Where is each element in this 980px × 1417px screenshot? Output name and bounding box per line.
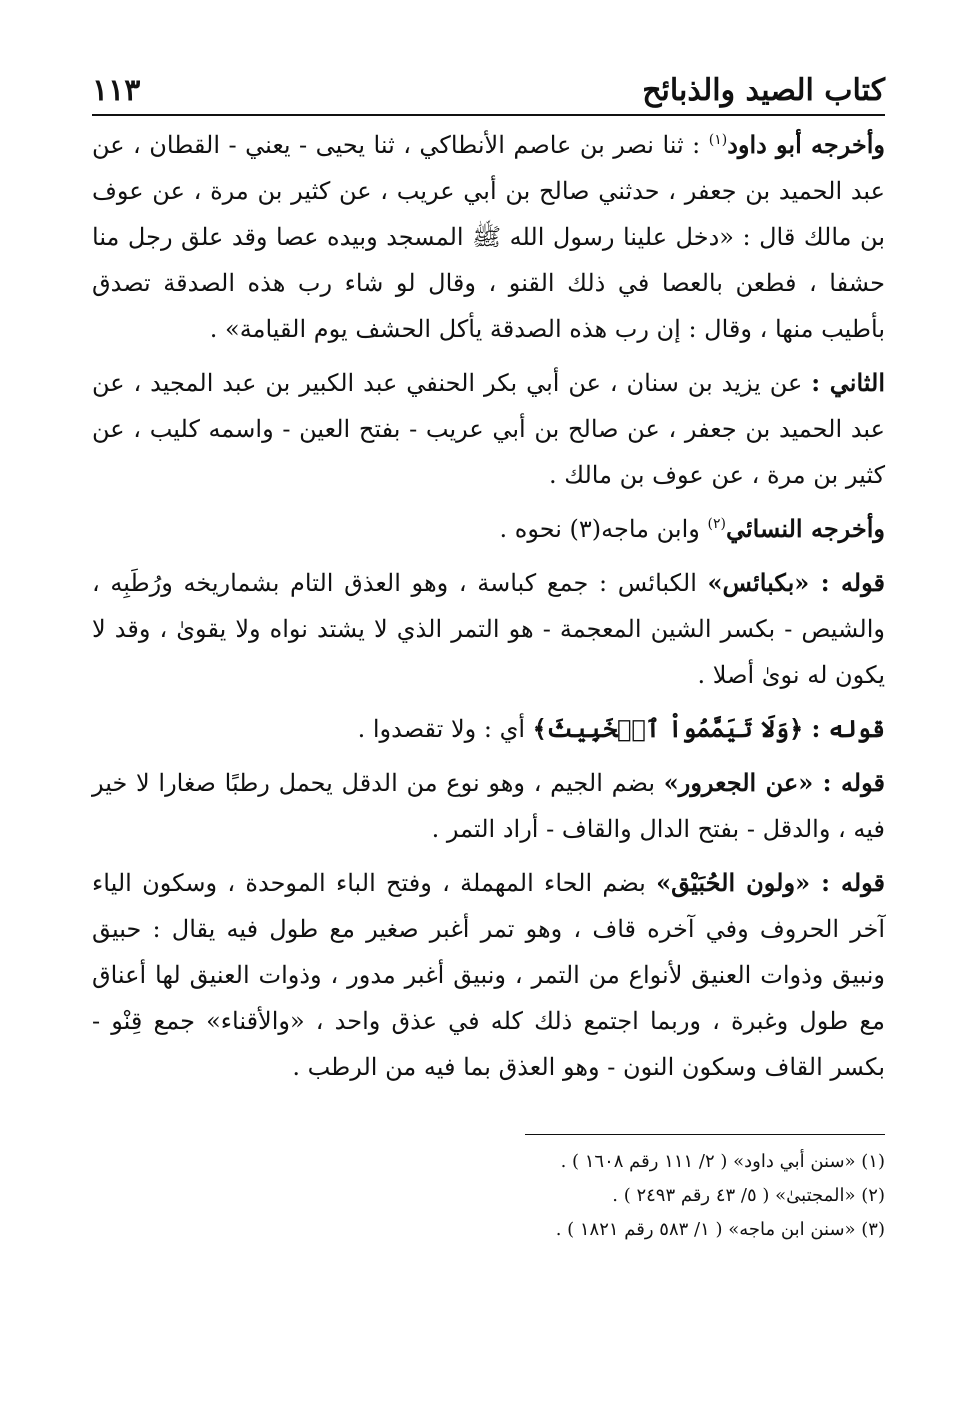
paragraph-lead: قوله : «عن الجعرور» [663, 768, 885, 797]
paragraph-text: بضم الجيم ، وهو نوع من الدقل يحمل رطبًا صغارا لا خير فيه ، والدقل - بفتح الدال والقاف - أراد التمر . [92, 769, 885, 843]
paragraph [92, 706, 885, 752]
paragraph [92, 760, 885, 852]
paragraph-text: الكبائس : جمع كباسة ، وهو العذق التام بشماريخه ورُطَبِه ، والشيص - بكسر الشين المعجمة - هو التمر الذي لا يشتد نواه ولا يقوىٰ ، وقد لا يكون له نوىٰ أصلا . [92, 569, 885, 689]
paragraph-lead: قوله : ﴿وَلَا تَيَمَّمُواْ ٱلۡخَبِيثَ﴾ [532, 714, 885, 743]
paragraph [92, 506, 885, 552]
paragraph-text: بضم الحاء المهملة ، وفتح الباء الموحدة ، وسكون الياء آخر الحروف وفي آخره قاف ، وهو تمر أغبر صغير مع طول فيه يقال : حبيق ونبيق وذوات العنيق لأنواع من التمر ، ونبيق أغبر مدور ، وذوات العنيق لها أعناق مع طول وغبرة ، وربما اجتمع ذلك كله في عذق واحد ، «والأقناء» جمع قِنْو - بكسر القاف وسكون النون - وهو العذق بما فيه من الرطب . [92, 869, 885, 1081]
paragraph-lead: قوله : «ولون الحُبَيْق» [656, 868, 885, 897]
paragraph-lead: وأخرجه أبو داود [727, 130, 885, 159]
paragraph-text: وابن ماجه(٣) نحوه . [499, 515, 708, 543]
paragraph-lead: الثاني : [811, 368, 885, 397]
footnote-separator [525, 1134, 885, 1135]
footnote: (١) «سنن أبي داود» ( ٢/ ١١١ رقم ١٦٠٨ ) . [560, 1151, 885, 1172]
paragraph [92, 860, 885, 1090]
paragraph [92, 560, 885, 698]
page-number: ١١٣ [92, 73, 141, 108]
page-header [92, 60, 885, 116]
paragraph-text: أي : ولا تقصدوا . [357, 715, 533, 743]
paragraph [92, 360, 885, 498]
page-body [92, 122, 885, 1090]
footnote: (٢) «المجتبىٰ» ( ٥/ ٤٣ رقم ٢٤٩٣ ) . [612, 1185, 885, 1206]
footnote-ref: (٢) [707, 516, 726, 532]
paragraph-text: : ثنا نصر بن عاصم الأنطاكي ، ثنا يحيى - يعني - القطان ، عن عبد الحميد بن جعفر ، حدثني صالح بن أبي عريب ، عن كثير بن مرة ، عن عوف بن مالك قال : «دخل علينا رسول الله ﷺ المسجد وبيده عصا وقد علق رجل منا حشفا ، فطعن بالعصا في ذلك القنو ، وقال لو شاء رب هذه الصدقة تصدق بأطيب منها ، وقال : إن رب هذه الصدقة يأكل الحشف يوم القيامة» . [92, 131, 885, 343]
footnote: (٣) «سنن ابن ماجه» ( ١/ ٥٨٣ رقم ١٨٢١ ) . [555, 1219, 885, 1240]
book-title: كتاب الصيد والذبائح [642, 73, 885, 108]
paragraph-lead: قوله : «بكبائس» [707, 568, 885, 597]
paragraph-lead: وأخرجه النسائي [725, 514, 885, 543]
footnotes [92, 1145, 885, 1247]
paragraph-text: عن يزيد بن سنان ، عن أبي بكر الحنفي عبد الكبير بن عبد المجيد ، عن عبد الحميد بن جعفر ، عن صالح بن أبي عريب - بفتح العين - واسمه كليب ، عن كثير بن مرة ، عن عوف بن مالك . [92, 369, 885, 489]
footnote-ref: (١) [708, 132, 728, 148]
paragraph [92, 122, 885, 352]
